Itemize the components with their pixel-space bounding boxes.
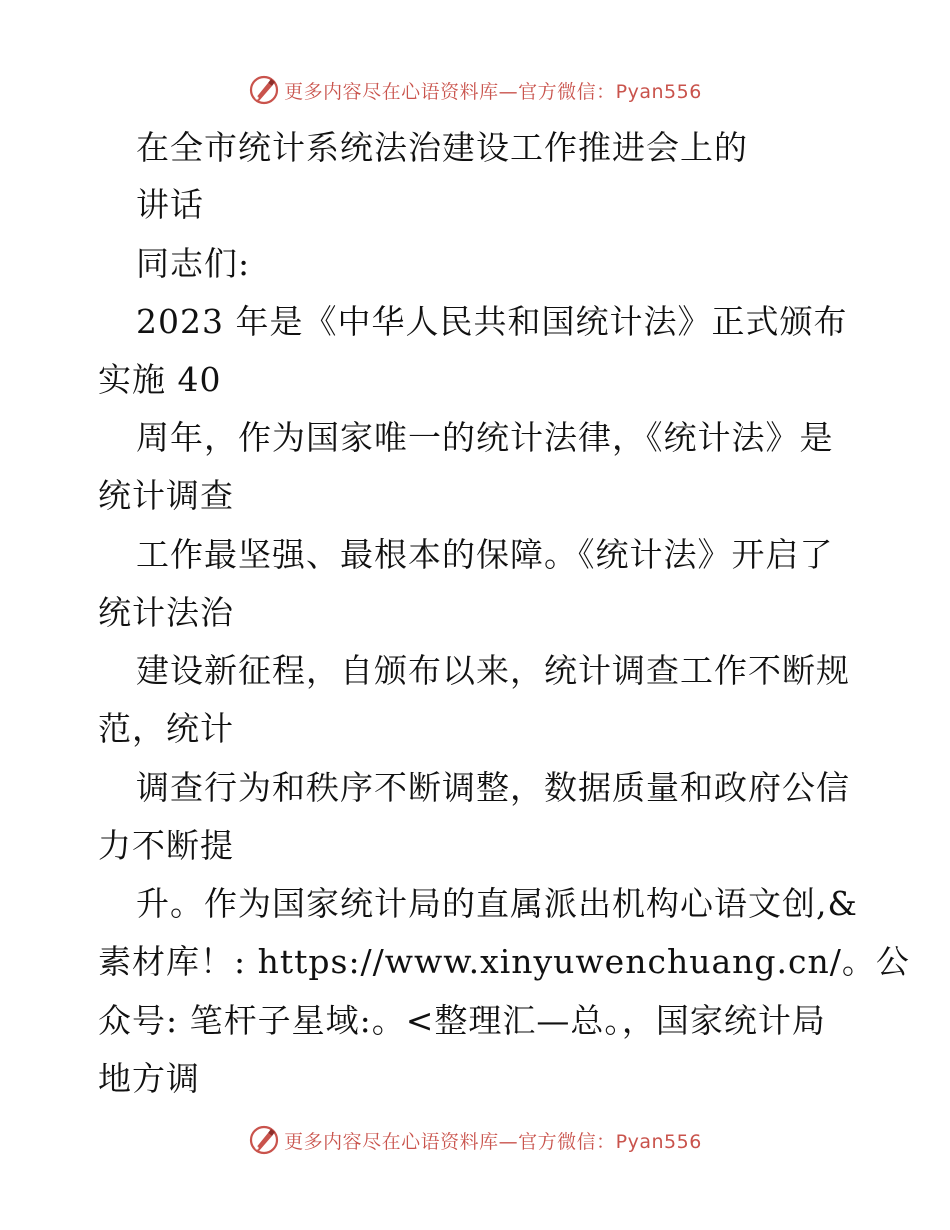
watermark-text: 更多内容尽在心语资料库—官方微信：Pyan556 [284,1130,702,1153]
body-line: 众号: 笔杆子星域:。<整理汇—总。，国家统计局 [98,1001,826,1040]
body-line: 统计调查 [98,476,234,515]
body-line: 工作最坚强、最根本的保障。《统计法》开启了 [136,535,834,574]
header-watermark [0,70,950,110]
greeting: 同志们: [136,244,251,283]
body-line: 调查行为和秩序不断调整，数据质量和政府公信 [136,768,850,807]
body-line: 素材库！: https://www.xinyuwenchuang.cn/。公 [98,942,910,981]
body-line: 2023 年是《中华人民共和国统计法》正式颁布 [136,302,848,341]
watermark-text: 更多内容尽在心语资料库—官方微信：Pyan556 [284,80,702,103]
body-line: 实施 40 [98,360,222,399]
pen-logo-icon [248,74,280,106]
pen-logo-icon [248,1124,280,1156]
body-line: 力不断提 [98,826,234,865]
body-line: 统计法治 [98,593,234,632]
body-line: 范，统计 [98,709,234,748]
document-title-line-1: 在全市统计系统法治建设工作推进会上的 [136,128,748,167]
body-line: 周年，作为国家唯一的统计法律，《统计法》是 [136,418,834,457]
body-line: 建设新征程，自颁布以来，统计调查工作不断规 [136,651,850,690]
footer-watermark [0,1120,950,1160]
body-line: 升。作为国家统计局的直属派出机构心语文创,& [136,884,858,923]
document-title-line-2: 讲话 [136,185,204,224]
body-line: 地方调 [98,1059,200,1098]
